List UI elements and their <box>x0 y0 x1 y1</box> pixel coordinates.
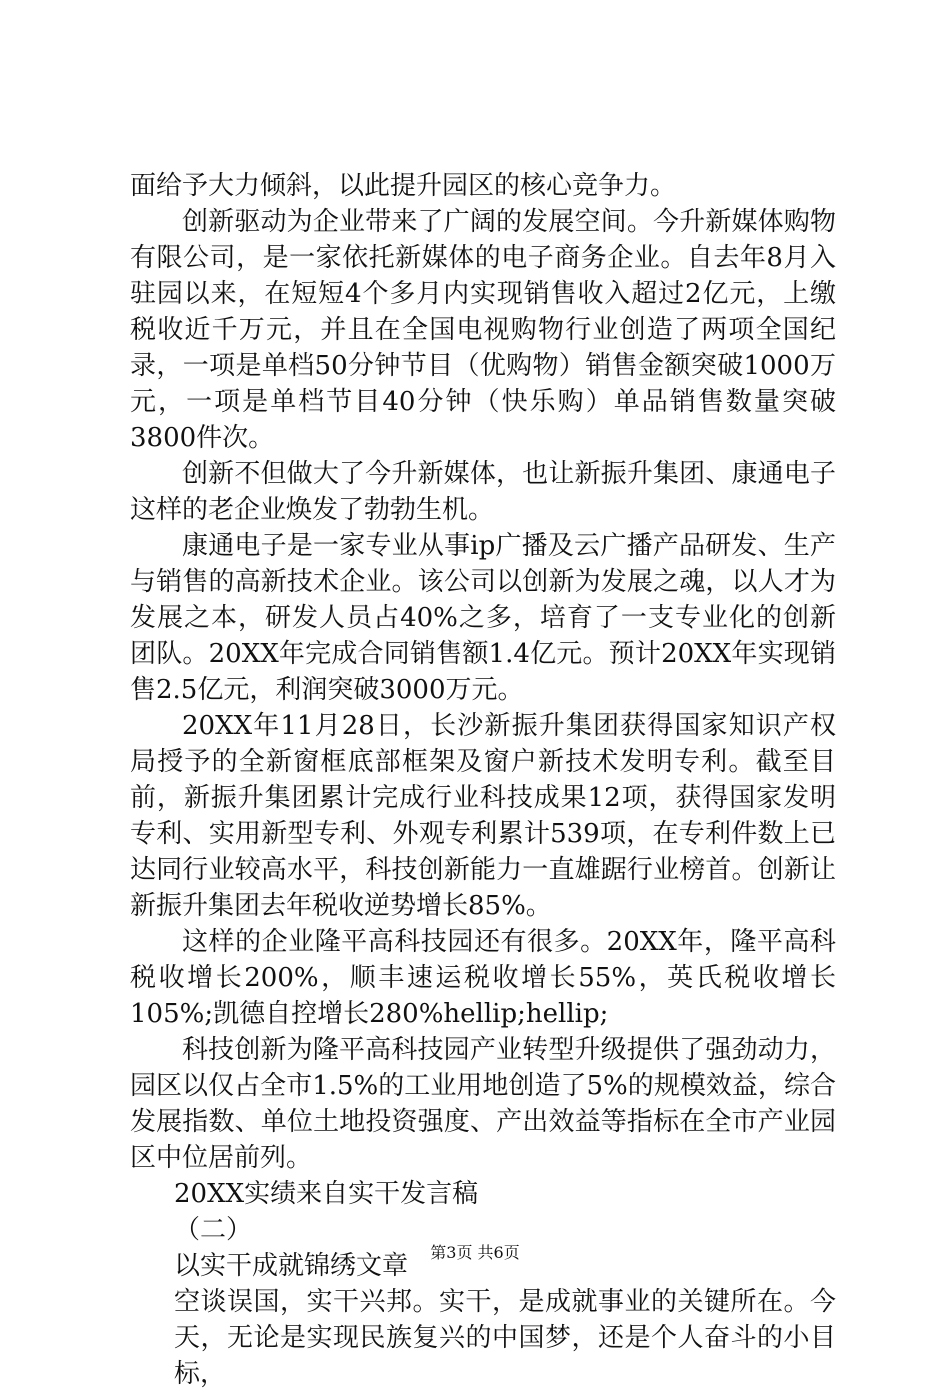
paragraph-5: 20XX年11月28日，长沙新振升集团获得国家知识产权局授予的全新窗框底部框架及窗户新技术发明专利。截至目前，新振升集团累计完成行业科技成果12项，获得国家发明专利、实用新型专利、外观专利累计539项，在专利件数上已达同行业较高水平，科技创新能力一直雄踞行业榜首。创新让新振升集团去年税收逆势增长85%。 <box>130 711 836 921</box>
paragraph-2: 创新驱动为企业带来了广阔的发展空间。今升新媒体购物有限公司，是一家依托新媒体的电子商务企业。自去年8月入驻园以来，在短短4个多月内实现销售收入超过2亿元，上缴税收近千万元，并且在全国电视购物行业创造了两项全国纪录，一项是单档50分钟节目（优购物）销售金额突破1000万元，一项是单档节目40分钟（快乐购）单品销售数量突破3800件次。 <box>130 207 836 453</box>
section-number: （二） <box>174 1215 253 1245</box>
page-footer <box>0 1243 950 1263</box>
document-body <box>130 168 836 1392</box>
paragraph-4: 康通电子是一家专业从事ip广播及云广播产品研发、生产与销售的高新技术企业。该公司以创新为发展之魂，以人才为发展之本，研发人员占40%之多，培育了一支专业化的创新团队。20XX年完成合同销售额1.4亿元。预计20XX年实现销售2.5亿元，利润突破3000万元。 <box>130 531 836 705</box>
paragraph-7: 科技创新为隆平高科技园产业转型升级提供了强劲动力，园区以仅占全市1.5%的工业用地创造了5%的规模效益，综合发展指数、单位土地投资强度、产出效益等指标在全市产业园区中位居前列。 <box>130 1035 836 1173</box>
section-subtitle: 以实干成就锦绣文章 <box>174 1251 409 1281</box>
paragraph-1: 面给予大力倾斜，以此提升园区的核心竞争力。 <box>130 171 677 201</box>
paragraph-3: 创新不但做大了今升新媒体，也让新振升集团、康通电子这样的老企业焕发了勃勃生机。 <box>130 459 836 525</box>
paragraph-8: 空谈误国，实干兴邦。实干，是成就事业的关键所在。今天，无论是实现民族复兴的中国梦，还是个人奋斗的小目标， <box>174 1287 836 1389</box>
paragraph-6: 这样的企业隆平高科技园还有很多。20XX年，隆平高科税收增长200%，顺丰速运税收增长55%，英氏税收增长105%;凯德自控增长280%hellip;hellip; <box>130 927 836 1029</box>
section-title: 20XX实绩来自实干发言稿 <box>174 1179 479 1209</box>
page-number: 第3页 共6页 <box>430 1243 520 1262</box>
